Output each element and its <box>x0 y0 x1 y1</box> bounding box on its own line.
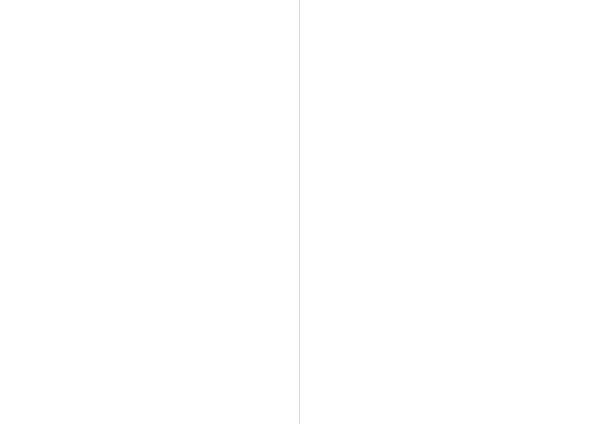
right-page <box>300 0 600 424</box>
right-page-columns <box>310 8 586 406</box>
left-page-column-1 <box>14 8 148 406</box>
right-page-column-1 <box>310 8 444 406</box>
right-page-column-2 <box>452 8 586 406</box>
left-page-columns <box>14 8 290 406</box>
left-page-column-2 <box>156 8 290 406</box>
